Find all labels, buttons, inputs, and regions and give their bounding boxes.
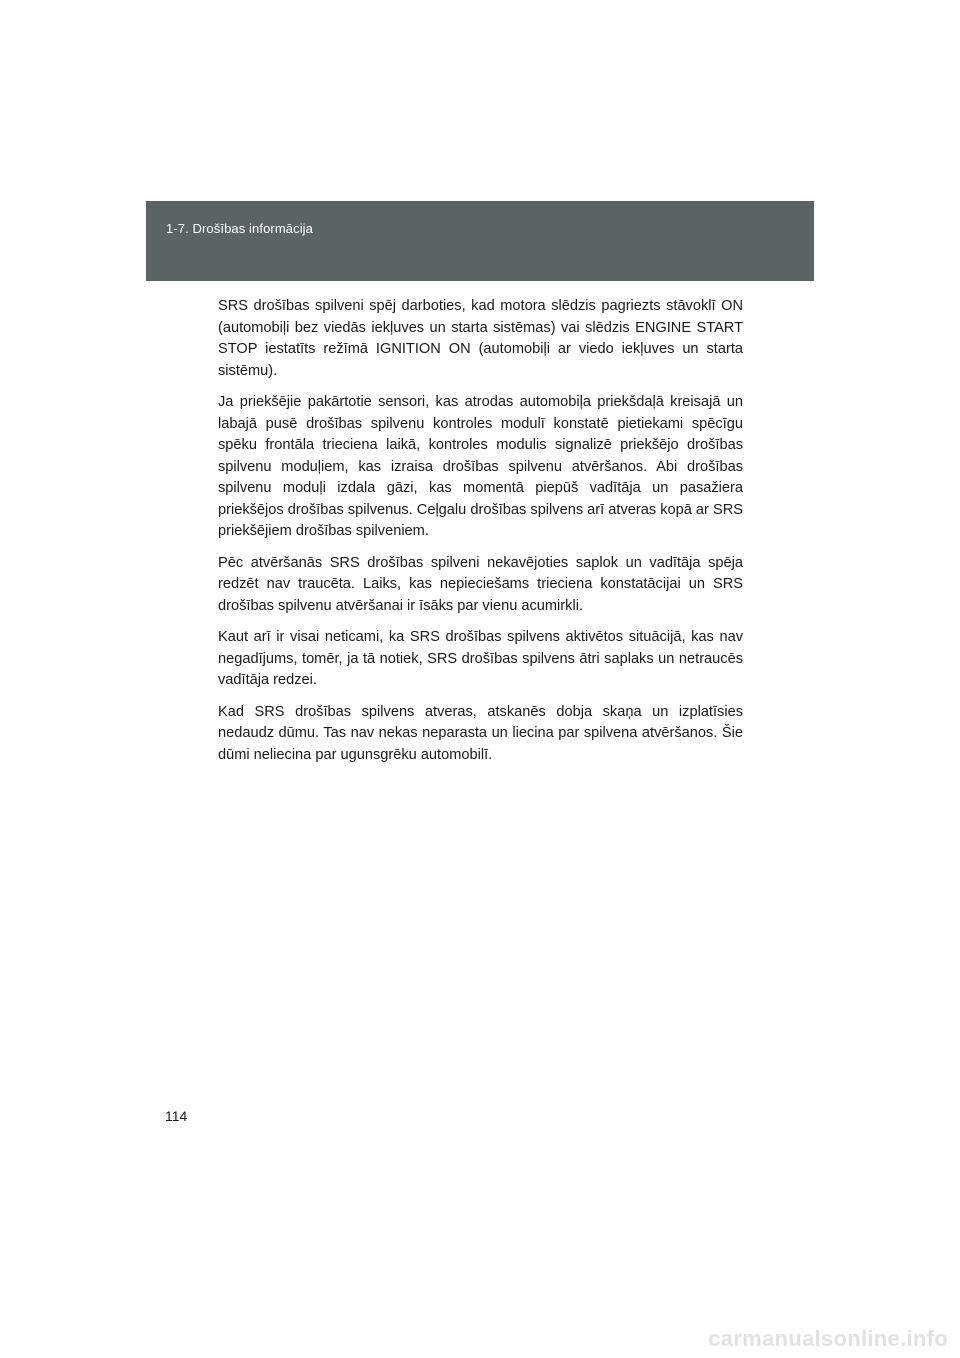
- paragraph: Ja priekšējie pakārtotie sensori, kas atrodas automobiļa priekšdaļā kreisajā un labajā pusē drošības spilvenu kontroles modulī konstatē pietiekami spēcīgu spēku frontāla trieciena laikā, kontroles modulis signalizē priekšējo drošības spilvenu moduļiem, kas izraisa drošības spilvenu atvēršanos. Abi drošības spilvenu moduļi izdala gāzi, kas momentā piepūš vadītāja un pasažiera priekšējos drošības spilvenus. Ceļgalu drošības spilvens arī atveras kopā ar SRS priekšējiem drošības spilveniem.: [218, 394, 743, 539]
- paragraph: Kaut arī ir visai neticami, ka SRS drošības spilvens aktivētos situācijā, kas nav negadījums, tomēr, ja tā notiek, SRS drošības spilvens ātri saplaks un netraucēs vadītāja redzei.: [218, 629, 743, 688]
- section-header-band: [146, 201, 814, 281]
- paragraph: Pēc atvēršanās SRS drošības spilveni nekavējoties saplok un vadītāja spēja redzēt nav traucēta. Laiks, kas nepieciešams trieciena konstatācijai un SRS drošības spilvenu atvēršanai ir īsāks par vienu acumirkli.: [218, 554, 743, 614]
- paragraph: Kad SRS drošības spilvens atveras, atskanēs dobja skaņa un izplatīsies nedaudz dūmu. Tas nav nekas neparasta un liecina par spilvena atvēršanos. Šie dūmi neliecina par ugunsgrēku automobilī.: [218, 703, 743, 763]
- page-number: 114: [165, 1108, 188, 1124]
- watermark: carmanualsonline.info: [708, 1326, 948, 1351]
- section-title: 1-7. Drošības informācija: [166, 221, 313, 236]
- paragraph: SRS drošības spilveni spēj darboties, kad motora slēdzis pagriezts stāvoklī ON (automobiļi bez viedās iekļuves un starta sistēmas) vai slēdzis ENGINE START STOP iestatīts režīmā IGNITION ON (automobiļi ar viedo iekļuves un starta sistēmu).: [218, 298, 743, 379]
- body-text: [218, 296, 743, 776]
